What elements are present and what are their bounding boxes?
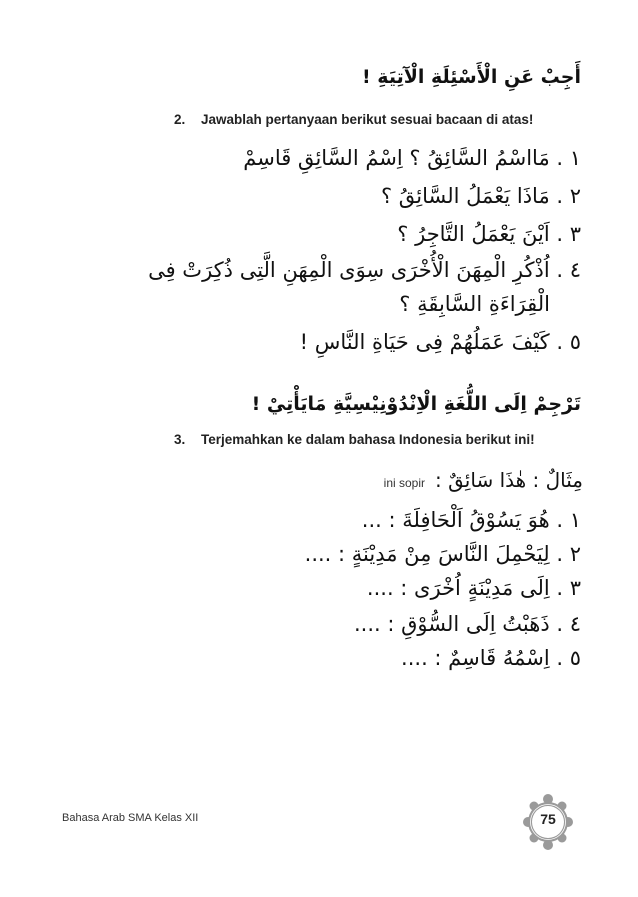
example-arabic: مِثَالٌ : هٰذَا سَائِقٌ :	[435, 468, 583, 492]
page-number: 75	[540, 811, 556, 827]
section1-item-4: ٤ . اُذْكُرِ الْمِهَنَ الْأُخْرَى سِوَى الْمِهَنِ الَّتِى ذُكِرَتْ فِى	[148, 258, 581, 282]
section1-item-3: ٣ . اَيْنَ يَعْمَلُ التَّاجِرُ ؟	[397, 222, 581, 246]
section2-instruction	[174, 432, 535, 447]
section1-arabic-heading: أَجِبْ عَنِ الْأَسْئِلَةِ الْآتِيَةِ !	[362, 66, 581, 88]
section1-instruction-text: Jawablah pertanyaan berikut sesuai bacaan di atas!	[201, 112, 534, 127]
section2-item-3: ٣ . اِلَى مَدِيْنَةٍ اُخْرَى : ....	[366, 576, 581, 600]
example-translation: ini sopir	[383, 476, 426, 490]
example-row	[384, 468, 583, 492]
section2-item-2: ٢ . لِيَحْمِلَ النَّاسَ مِنْ مَدِيْنَةٍ : ....	[304, 542, 581, 566]
section1-item-1: ١ . مَااسْمُ السَّائِقُ ؟ اِسْمُ السَّائِقِ قَاسِمْ	[243, 146, 581, 170]
section1-item-5: ٥ . كَيْفَ عَمَلُهُمْ فِى حَيَاةِ النَّاسِ !	[299, 330, 581, 354]
section2-item-5: ٥ . اِسْمُهُ قَاسِمٌ : ....	[401, 646, 581, 670]
section2-item-4: ٤ . ذَهَبْتُ اِلَى السُّوْقِ : ....	[353, 612, 581, 636]
section1-number: 2.	[174, 112, 186, 127]
section2-instruction-text: Terjemahkan ke dalam bahasa Indonesia berikut ini!	[201, 432, 535, 447]
section2-number: 3.	[174, 432, 186, 447]
section1-instruction	[174, 112, 533, 127]
section2-arabic-heading: تَرْجِمْ اِلَى اللُّغَةِ الْاِنْدُوْنِيْسِيَّةِ مَايَأْتِيْ !	[251, 393, 581, 415]
section1-item-4-continued: الْقِرَاءَةِ السَّابِقَةِ ؟	[399, 292, 550, 316]
footer-book-title: Bahasa Arab SMA Kelas XII	[62, 812, 199, 824]
section1-item-2: ٢ . مَاذَا يَعْمَلُ السَّائِقُ ؟	[380, 184, 581, 208]
section2-item-1: ١ . هُوَ يَسُوْقُ اَلْحَافِلَةَ : ...	[361, 508, 581, 532]
page-number-badge	[522, 792, 574, 852]
